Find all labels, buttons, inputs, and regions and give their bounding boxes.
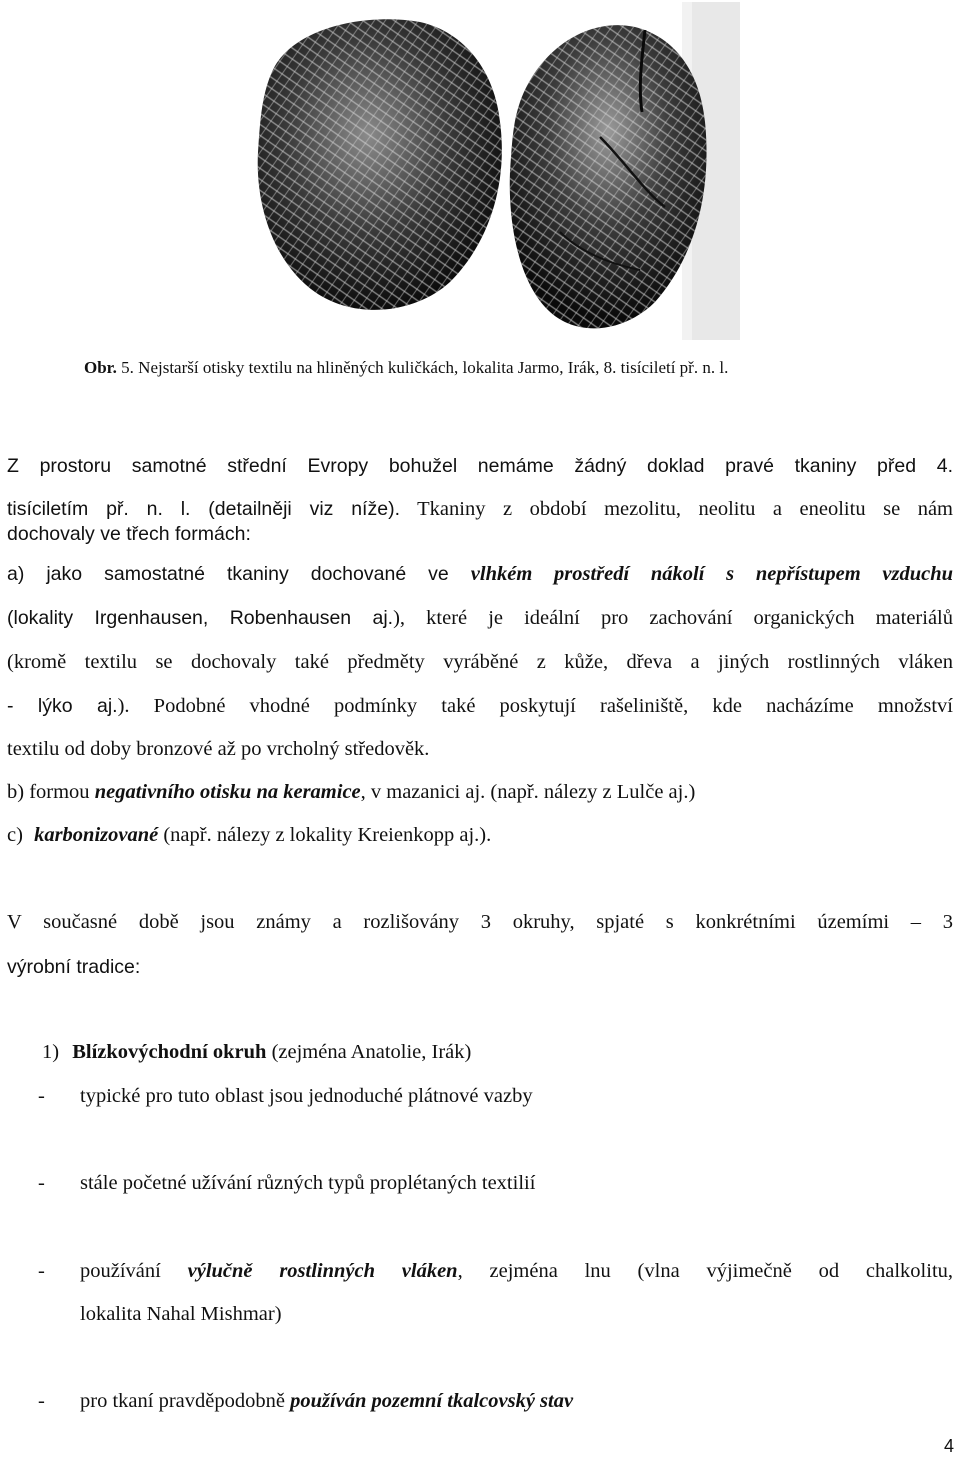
bullet-3-continued: lokalita Nahal Mishmar) <box>80 1303 282 1325</box>
bullet-3: používání výlučně rostlinných vláken, zejména lnu (vlna výjimečně od chalkolitu, <box>80 1260 954 1282</box>
traditions-line-1: V současné době jsou známy a rozlišovány 3 okruhy, spjaté s konkrétními územími – 3 <box>7 911 953 933</box>
clay-balls-textile-imprints-icon <box>250 2 740 340</box>
section-suffix: (zejména Anatolie, Irák) <box>271 1041 472 1063</box>
intro-line-1: Z prostoru samotné střední Evropy bohužel nemáme žádný doklad pravé tkaniny před 4. <box>7 455 953 477</box>
section-title: Blízkovýchodní okruh <box>72 1041 267 1063</box>
intro-line-2: tisíciletím př. n. l. (detailněji viz níže). Tkaniny z období mezolitu, neolitu a eneolitu se nám <box>7 498 953 520</box>
section-number: 1) <box>42 1041 60 1063</box>
point-a-line-2: (lokality Irgenhausen, Robenhausen aj.), které je ideální pro zachování organických materiálů <box>7 607 953 629</box>
section-1-heading <box>42 1041 471 1064</box>
caption-text: Nejstarší otisky textilu na hliněných kuličkách, lokalita Jarmo, Irák, 8. tisíciletí př. n. l. <box>138 358 729 377</box>
traditions-line-2: výrobní tradice: <box>7 956 141 978</box>
figure-caption <box>84 358 728 378</box>
bullet-dash-3: - <box>38 1260 45 1282</box>
clay-balls-photo <box>250 2 740 340</box>
bullet-2: stále početné užívání různých typů proplétaných textilií <box>80 1172 536 1194</box>
bullet-4: pro tkaní pravděpodobně používán pozemní tkalcovský stav <box>80 1390 574 1412</box>
bullet-1: typické pro tuto oblast jsou jednoduché plátnové vazby <box>80 1085 533 1107</box>
point-a-line-1: a) jako samostatné tkaniny dochované ve vlhkém prostředí nákolí s nepřístupem vzduchu <box>7 563 953 585</box>
point-a-line-3: (kromě textilu se dochovaly také předměty vyráběné z kůže, dřeva a jiných rostlinných vláken <box>7 651 953 673</box>
caption-number: 5. <box>121 358 134 377</box>
bullet-dash-1: - <box>38 1085 45 1107</box>
caption-label: Obr. <box>84 358 117 377</box>
page-number: 4 <box>943 1436 954 1456</box>
bullet-dash-2: - <box>38 1172 45 1194</box>
point-c: c) karbonizované (např. nálezy z lokality Kreienkopp aj.). <box>7 824 492 846</box>
bullet-dash-4: - <box>38 1390 45 1412</box>
point-b: b) formou negativního otisku na keramice, v mazanici aj. (např. nálezy z Lulče aj.) <box>7 781 696 803</box>
point-a-line-5: textilu od doby bronzové až po vrcholný středověk. <box>7 738 430 760</box>
intro-line-3: dochovaly ve třech formách: <box>7 523 251 545</box>
point-a-line-4: - lýko aj.). Podobné vhodné podmínky také poskytují rašeliniště, kde nacházíme množství <box>7 695 953 717</box>
